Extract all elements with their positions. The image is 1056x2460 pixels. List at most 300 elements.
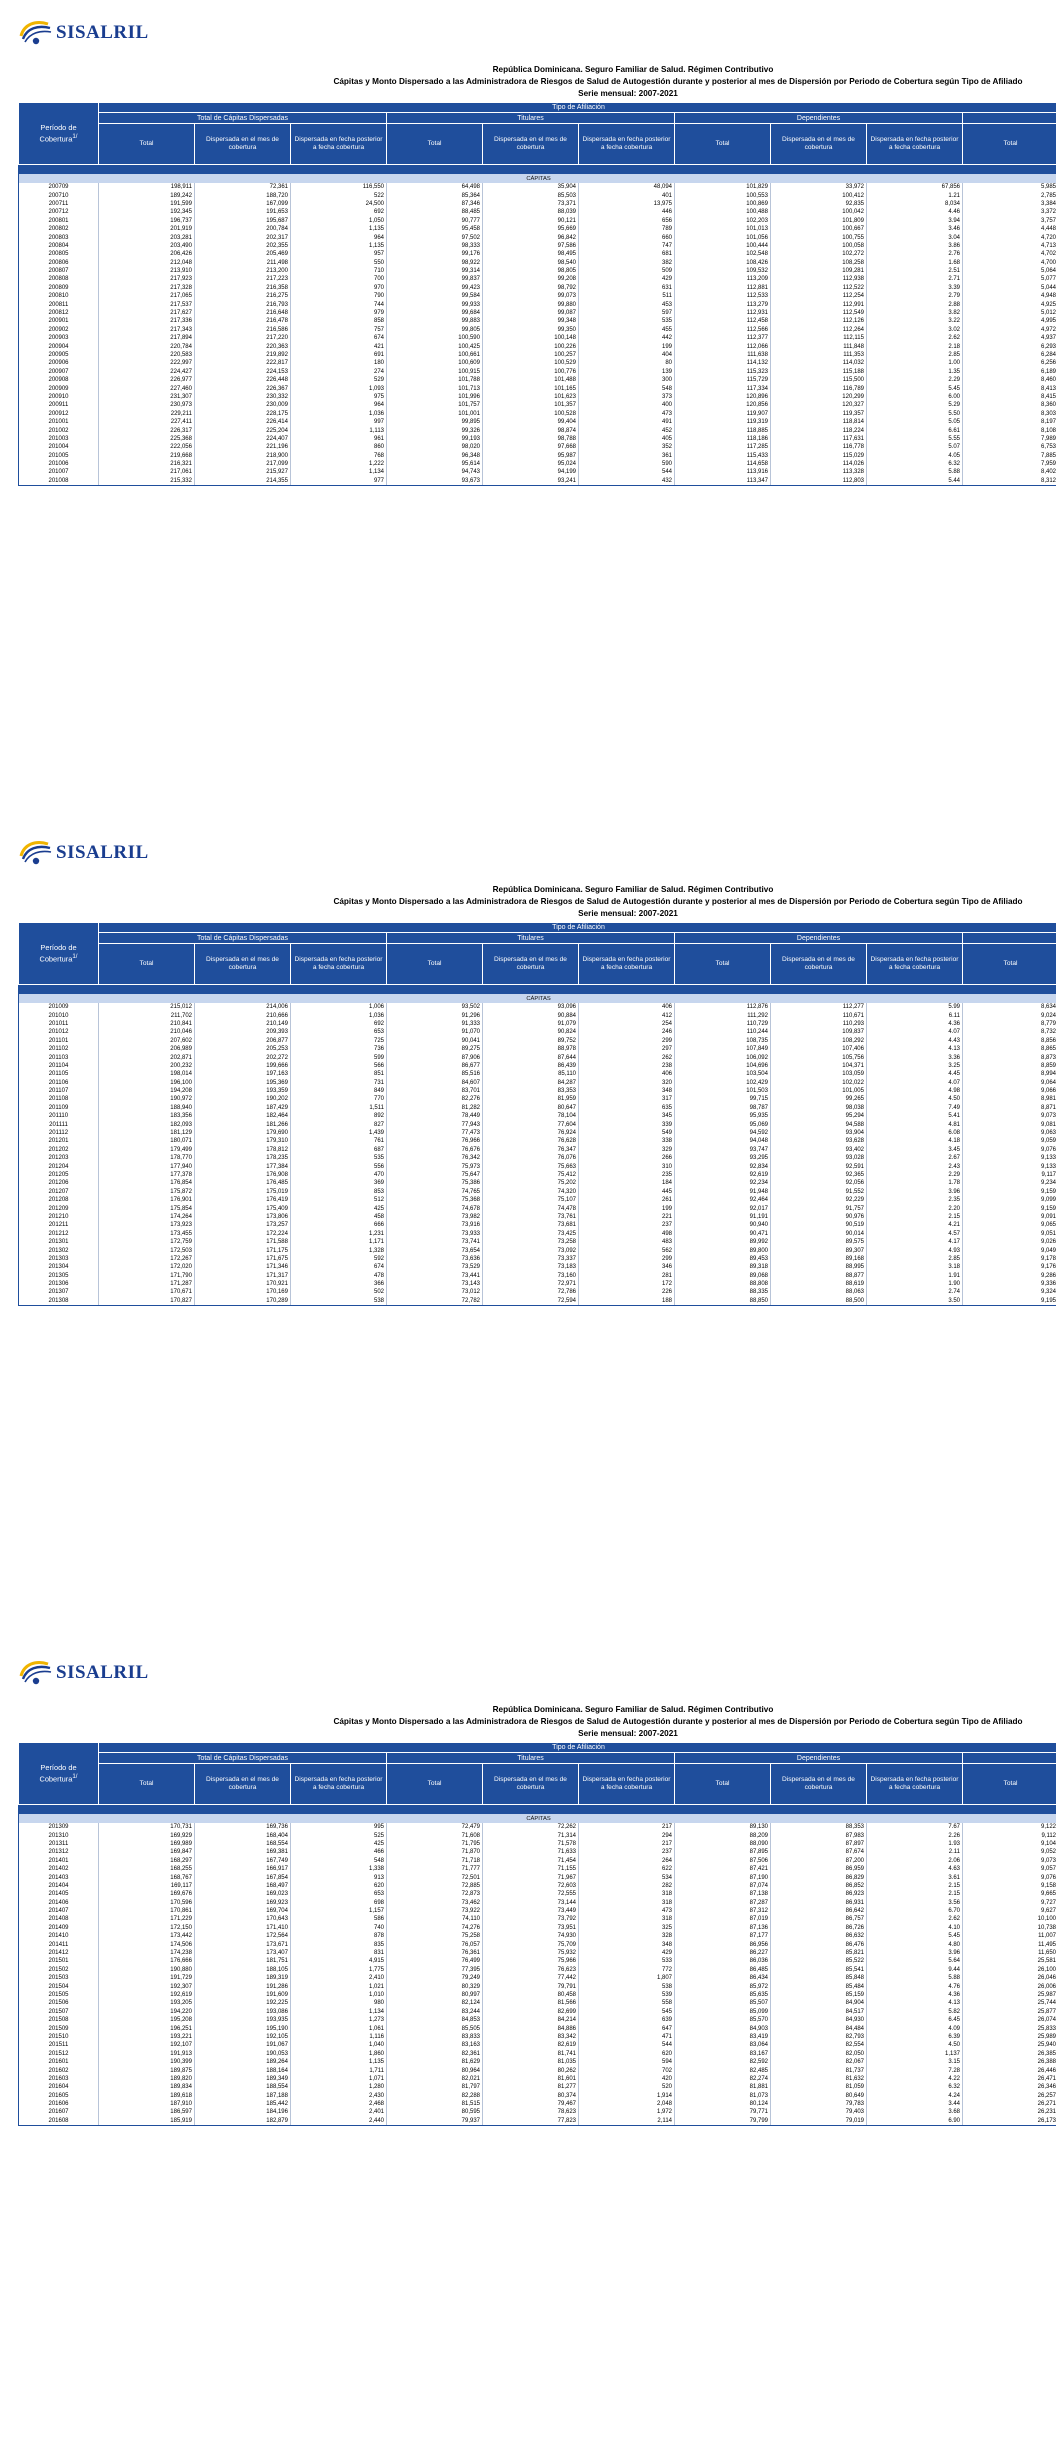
value-cell: 87,138 xyxy=(675,1890,771,1898)
value-cell: 100,667 xyxy=(771,225,867,233)
value-cell: 86,677 xyxy=(387,1062,483,1070)
value-cell: 189,820 xyxy=(99,2075,195,2083)
value-cell: 184 xyxy=(579,1179,675,1187)
value-cell: 85,635 xyxy=(675,1991,771,1999)
value-cell: 1,135 xyxy=(291,2058,387,2066)
value-cell: 224,427 xyxy=(99,368,195,376)
value-cell: 171,588 xyxy=(195,1238,291,1246)
value-cell: 2,430 xyxy=(291,2092,387,2100)
table-row xyxy=(19,233,1056,241)
value-cell: 120,327 xyxy=(771,401,867,409)
value-cell: 100,528 xyxy=(483,410,579,418)
value-cell: 80,262 xyxy=(483,2066,579,2074)
period-cell: 201302 xyxy=(19,1246,99,1254)
table-row xyxy=(19,1899,1056,1907)
column-header: Dispersada en el mes de cobertura xyxy=(195,124,291,165)
value-cell: 172,759 xyxy=(99,1238,195,1246)
value-cell: 913 xyxy=(291,1873,387,1881)
value-cell: 8,981 xyxy=(963,1095,1056,1103)
value-cell: 115,433 xyxy=(675,452,771,460)
value-cell: 92,835 xyxy=(771,200,867,208)
value-cell: 1,338 xyxy=(291,1865,387,1873)
table-row xyxy=(19,225,1056,233)
value-cell: 534 xyxy=(579,1873,675,1881)
value-cell: 8,460 xyxy=(963,376,1056,384)
value-cell: 4.43 xyxy=(867,1037,963,1045)
value-cell: 1.93 xyxy=(867,1840,963,1848)
value-cell: 82,485 xyxy=(675,2066,771,2074)
value-cell: 3.68 xyxy=(867,2108,963,2116)
table-row xyxy=(19,1924,1056,1932)
column-header: Total xyxy=(99,124,195,165)
value-cell: 80,595 xyxy=(387,2108,483,2116)
value-cell: 544 xyxy=(579,2041,675,2049)
header-group-dependientes: Dependientes xyxy=(675,1753,963,1764)
value-cell: 168,255 xyxy=(99,1865,195,1873)
value-cell: 189,875 xyxy=(99,2066,195,2074)
table-row xyxy=(19,2050,1056,2058)
value-cell: 76,623 xyxy=(483,1966,579,1974)
value-cell: 548 xyxy=(291,1857,387,1865)
value-cell: 87,644 xyxy=(483,1053,579,1061)
value-cell: 216,648 xyxy=(195,309,291,317)
value-cell: 86,726 xyxy=(771,1924,867,1932)
value-cell: 171,317 xyxy=(195,1272,291,1280)
value-cell: 26,271 xyxy=(963,2100,1056,2108)
value-cell: 835 xyxy=(291,1940,387,1948)
value-cell: 1,222 xyxy=(291,460,387,468)
value-cell: 78,104 xyxy=(483,1112,579,1120)
value-cell: 4.36 xyxy=(867,1020,963,1028)
value-cell: 170,169 xyxy=(195,1288,291,1296)
value-cell: 100,755 xyxy=(771,233,867,241)
value-cell: 214,355 xyxy=(195,477,291,486)
value-cell: 92,056 xyxy=(771,1179,867,1187)
value-cell: 221,196 xyxy=(195,443,291,451)
value-cell: 95,024 xyxy=(483,460,579,468)
period-cell: 201601 xyxy=(19,2058,99,2066)
value-cell: 118,814 xyxy=(771,418,867,426)
value-cell: 115,323 xyxy=(675,368,771,376)
column-header: Dispersada en el mes de cobertura xyxy=(195,944,291,985)
value-cell: 2.18 xyxy=(867,342,963,350)
value-cell: 216,793 xyxy=(195,300,291,308)
value-cell: 9,063 xyxy=(963,1129,1056,1137)
table-row xyxy=(19,435,1056,443)
value-cell: 188,164 xyxy=(195,2066,291,2074)
value-cell: 217 xyxy=(579,1840,675,1848)
value-cell: 85,110 xyxy=(483,1070,579,1078)
period-cell: 201209 xyxy=(19,1204,99,1212)
value-cell: 747 xyxy=(579,242,675,250)
period-cell: 201509 xyxy=(19,2024,99,2032)
value-cell: 80,124 xyxy=(675,2100,771,2108)
table-row xyxy=(19,1137,1056,1145)
value-cell: 25,940 xyxy=(963,2041,1056,2049)
value-cell: 4.17 xyxy=(867,1238,963,1246)
value-cell: 209,393 xyxy=(195,1028,291,1036)
value-cell: 99,883 xyxy=(387,317,483,325)
value-cell: 81,282 xyxy=(387,1104,483,1112)
value-cell: 10,738 xyxy=(963,1924,1056,1932)
value-cell: 84,930 xyxy=(771,2016,867,2024)
value-cell: 238 xyxy=(579,1062,675,1070)
value-cell: 7,885 xyxy=(963,452,1056,460)
value-cell: 101,001 xyxy=(387,410,483,418)
value-cell: 4.93 xyxy=(867,1246,963,1254)
value-cell: 173,257 xyxy=(195,1221,291,1229)
table-row xyxy=(19,1263,1056,1271)
value-cell: 169,736 xyxy=(195,1823,291,1831)
value-cell: 119,357 xyxy=(771,410,867,418)
value-cell: 366 xyxy=(291,1280,387,1288)
value-cell: 529 xyxy=(291,376,387,384)
value-cell: 740 xyxy=(291,1924,387,1932)
value-cell: 80,329 xyxy=(387,1982,483,1990)
value-cell: 5.88 xyxy=(867,1974,963,1982)
value-cell: 11,650 xyxy=(963,1949,1056,1957)
value-cell: 92,464 xyxy=(675,1196,771,1204)
value-cell: 73,258 xyxy=(483,1238,579,1246)
value-cell: 653 xyxy=(291,1890,387,1898)
table-row xyxy=(19,1297,1056,1306)
table-row xyxy=(19,2075,1056,2083)
value-cell: 82,021 xyxy=(387,2075,483,2083)
value-cell: 230,009 xyxy=(195,401,291,409)
table-row xyxy=(19,191,1056,199)
value-cell: 9,286 xyxy=(963,1272,1056,1280)
value-cell: 2,440 xyxy=(291,2117,387,2126)
value-cell: 172,267 xyxy=(99,1255,195,1263)
value-cell: 3.96 xyxy=(867,1949,963,1957)
value-cell: 173,923 xyxy=(99,1221,195,1229)
value-cell: 72,782 xyxy=(387,1297,483,1306)
table-row xyxy=(19,1204,1056,1212)
value-cell: 373 xyxy=(579,393,675,401)
value-cell: 72,479 xyxy=(387,1823,483,1831)
value-cell: 89,130 xyxy=(675,1823,771,1831)
value-cell: 87,983 xyxy=(771,1831,867,1839)
value-cell: 535 xyxy=(579,317,675,325)
value-cell: 112,881 xyxy=(675,284,771,292)
value-cell: 210,149 xyxy=(195,1020,291,1028)
period-cell: 201005 xyxy=(19,452,99,460)
table-header xyxy=(19,923,1056,985)
value-cell: 99,837 xyxy=(387,275,483,283)
value-cell: 4,702 xyxy=(963,250,1056,258)
value-cell: 99,805 xyxy=(387,326,483,334)
table-row xyxy=(19,418,1056,426)
value-cell: 90,014 xyxy=(771,1230,867,1238)
value-cell: 112,522 xyxy=(771,284,867,292)
value-cell: 116,778 xyxy=(771,443,867,451)
value-cell: 348 xyxy=(579,1087,675,1095)
value-cell: 35,904 xyxy=(483,183,579,191)
value-cell: 174,506 xyxy=(99,1940,195,1948)
logo-wordmark: SISALRIL xyxy=(56,22,149,44)
value-cell: 98,788 xyxy=(483,435,579,443)
value-cell: 203,490 xyxy=(99,242,195,250)
value-cell: 539 xyxy=(579,1991,675,1999)
value-cell: 171,675 xyxy=(195,1255,291,1263)
value-cell: 93,673 xyxy=(387,477,483,486)
value-cell: 101,488 xyxy=(483,376,579,384)
value-cell: 190,202 xyxy=(195,1095,291,1103)
value-cell: 33,972 xyxy=(771,183,867,191)
value-cell: 964 xyxy=(291,401,387,409)
value-cell: 1,860 xyxy=(291,2050,387,2058)
value-cell: 2.11 xyxy=(867,1848,963,1856)
value-cell: 8,994 xyxy=(963,1070,1056,1078)
logo-wordmark: SISALRIL xyxy=(56,1662,149,1684)
value-cell: 511 xyxy=(579,292,675,300)
value-cell: 425 xyxy=(291,1840,387,1848)
period-cell: 201107 xyxy=(19,1087,99,1095)
value-cell: 88,619 xyxy=(771,1280,867,1288)
table-row xyxy=(19,1991,1056,1999)
value-cell: 10,100 xyxy=(963,1915,1056,1923)
value-cell: 214,006 xyxy=(195,1003,291,1011)
table-row xyxy=(19,1974,1056,1982)
period-cell: 201112 xyxy=(19,1129,99,1137)
value-cell: 9,234 xyxy=(963,1179,1056,1187)
period-cell: 201304 xyxy=(19,1263,99,1271)
value-cell: 215,012 xyxy=(99,1003,195,1011)
report-titles xyxy=(0,64,1056,100)
value-cell: 9,073 xyxy=(963,1857,1056,1865)
value-cell: 84,904 xyxy=(771,1999,867,2007)
value-cell: 5.99 xyxy=(867,1003,963,1011)
value-cell: 71,967 xyxy=(483,1873,579,1881)
value-cell: 216,358 xyxy=(195,284,291,292)
value-cell: 4.22 xyxy=(867,2075,963,2083)
value-cell: 2.74 xyxy=(867,1288,963,1296)
value-cell: 99,584 xyxy=(387,292,483,300)
value-cell: 1.78 xyxy=(867,1179,963,1187)
table-row xyxy=(19,1171,1056,1179)
value-cell: 116,550 xyxy=(291,183,387,191)
value-cell: 4,448 xyxy=(963,225,1056,233)
period-cell: 201106 xyxy=(19,1079,99,1087)
value-cell: 9,159 xyxy=(963,1204,1056,1212)
value-cell: 189,264 xyxy=(195,2058,291,2066)
value-cell: 5,012 xyxy=(963,309,1056,317)
value-cell: 3.61 xyxy=(867,1873,963,1881)
value-cell: 660 xyxy=(579,233,675,241)
value-cell: 171,229 xyxy=(99,1915,195,1923)
column-header: Total xyxy=(387,124,483,165)
value-cell: 1,439 xyxy=(291,1129,387,1137)
value-cell: 205,469 xyxy=(195,250,291,258)
value-cell: 101,996 xyxy=(387,393,483,401)
value-cell: 73,449 xyxy=(483,1907,579,1915)
value-cell: 99,348 xyxy=(483,317,579,325)
value-cell: 5.45 xyxy=(867,384,963,392)
value-cell: 180 xyxy=(291,359,387,367)
period-cell: 201110 xyxy=(19,1112,99,1120)
value-cell: 9,122 xyxy=(963,1823,1056,1831)
value-cell: 100,529 xyxy=(483,359,579,367)
value-cell: 9,081 xyxy=(963,1120,1056,1128)
value-cell: 90,976 xyxy=(771,1213,867,1221)
value-cell: 458 xyxy=(291,1213,387,1221)
report-title: República Dominicana. Seguro Familiar de Salud. Régimen Contributivo xyxy=(210,884,1056,896)
value-cell: 95,935 xyxy=(675,1112,771,1120)
value-cell: 1,711 xyxy=(291,2066,387,2074)
value-cell: 89,307 xyxy=(771,1246,867,1254)
value-cell: 831 xyxy=(291,1949,387,1957)
value-cell: 86,757 xyxy=(771,1915,867,1923)
value-cell: 1,171 xyxy=(291,1238,387,1246)
value-cell: 119,907 xyxy=(675,410,771,418)
value-cell: 191,286 xyxy=(195,1982,291,1990)
value-cell: 4.36 xyxy=(867,1991,963,1999)
value-cell: 88,335 xyxy=(675,1288,771,1296)
header-group-blank xyxy=(963,113,1056,124)
value-cell: 80,647 xyxy=(483,1104,579,1112)
value-cell: 274 xyxy=(291,368,387,376)
table-body xyxy=(19,183,1056,486)
table-row xyxy=(19,1104,1056,1112)
value-cell: 84,287 xyxy=(483,1079,579,1087)
footnote-ref: 1/ xyxy=(72,1773,77,1780)
table-row xyxy=(19,242,1056,250)
value-cell: 772 xyxy=(579,1966,675,1974)
value-cell: 2,785 xyxy=(963,191,1056,199)
period-cell: 201211 xyxy=(19,1221,99,1229)
value-cell: 227,460 xyxy=(99,384,195,392)
value-cell: 5,077 xyxy=(963,275,1056,283)
value-cell: 100,412 xyxy=(771,191,867,199)
value-cell: 87,200 xyxy=(771,1857,867,1865)
value-cell: 635 xyxy=(579,1104,675,1112)
value-cell: 191,609 xyxy=(195,1991,291,1999)
value-cell: 186,597 xyxy=(99,2108,195,2116)
value-cell: 2,468 xyxy=(291,2100,387,2108)
value-cell: 97,586 xyxy=(483,242,579,250)
value-cell: 6,753 xyxy=(963,443,1056,451)
value-cell: 1,036 xyxy=(291,1011,387,1019)
value-cell: 4.24 xyxy=(867,2092,963,2100)
value-cell: 74,110 xyxy=(387,1915,483,1923)
value-cell: 590 xyxy=(579,460,675,468)
value-cell: 9,064 xyxy=(963,1079,1056,1087)
period-cell: 201301 xyxy=(19,1238,99,1246)
value-cell: 26,346 xyxy=(963,2083,1056,2091)
value-cell: 191,067 xyxy=(195,2041,291,2049)
table-row xyxy=(19,275,1056,283)
value-cell: 202,355 xyxy=(195,242,291,250)
value-cell: 86,036 xyxy=(675,1957,771,1965)
value-cell: 98,922 xyxy=(387,259,483,267)
value-cell: 64,498 xyxy=(387,183,483,191)
value-cell: 192,107 xyxy=(99,2041,195,2049)
value-cell: 190,053 xyxy=(195,2050,291,2058)
value-cell: 666 xyxy=(291,1221,387,1229)
value-cell: 85,159 xyxy=(771,1991,867,1999)
period-cell: 200902 xyxy=(19,326,99,334)
value-cell: 702 xyxy=(579,2066,675,2074)
value-cell: 99,326 xyxy=(387,426,483,434)
value-cell: 111,848 xyxy=(771,342,867,350)
table-row xyxy=(19,1907,1056,1915)
value-cell: 8,871 xyxy=(963,1104,1056,1112)
value-cell: 168,404 xyxy=(195,1831,291,1839)
value-cell: 1,134 xyxy=(291,468,387,476)
value-cell: 85,099 xyxy=(675,2008,771,2016)
value-cell: 84,853 xyxy=(387,2016,483,2024)
period-cell: 201511 xyxy=(19,2041,99,2049)
value-cell: 26,257 xyxy=(963,2092,1056,2100)
value-cell: 3.39 xyxy=(867,284,963,292)
value-cell: 171,175 xyxy=(195,1246,291,1254)
table-row xyxy=(19,351,1056,359)
period-cell: 201405 xyxy=(19,1890,99,1898)
value-cell: 71,870 xyxy=(387,1848,483,1856)
period-cell: 201104 xyxy=(19,1062,99,1070)
value-cell: 217,099 xyxy=(195,460,291,468)
value-cell: 4.98 xyxy=(867,1087,963,1095)
value-cell: 1.90 xyxy=(867,1280,963,1288)
value-cell: 89,275 xyxy=(387,1045,483,1053)
column-header: Total xyxy=(675,124,771,165)
value-cell: 110,293 xyxy=(771,1020,867,1028)
table-row xyxy=(19,426,1056,434)
value-cell: 82,793 xyxy=(771,2033,867,2041)
value-cell: 85,848 xyxy=(771,1974,867,1982)
value-cell: 502 xyxy=(291,1288,387,1296)
value-cell: 99,314 xyxy=(387,267,483,275)
value-cell: 4.10 xyxy=(867,1924,963,1932)
value-cell: 107,406 xyxy=(771,1045,867,1053)
value-cell: 6.32 xyxy=(867,460,963,468)
sisalril-logo xyxy=(18,16,149,50)
value-cell: 170,596 xyxy=(99,1899,195,1907)
value-cell: 9,059 xyxy=(963,1137,1056,1145)
value-cell: 1,134 xyxy=(291,2008,387,2016)
value-cell: 72,361 xyxy=(195,183,291,191)
value-cell: 226,448 xyxy=(195,376,291,384)
value-cell: 113,279 xyxy=(675,300,771,308)
value-cell: 88,995 xyxy=(771,1263,867,1271)
value-cell: 261 xyxy=(579,1196,675,1204)
table-body xyxy=(19,1823,1056,2126)
value-cell: 169,989 xyxy=(99,1840,195,1848)
value-cell: 196,100 xyxy=(99,1079,195,1087)
period-cell: 201512 xyxy=(19,2050,99,2058)
value-cell: 99,404 xyxy=(483,418,579,426)
value-cell: 185,442 xyxy=(195,2100,291,2108)
value-cell: 173,407 xyxy=(195,1949,291,1957)
value-cell: 87,906 xyxy=(387,1053,483,1061)
value-cell: 1,807 xyxy=(579,1974,675,1982)
value-cell: 87,136 xyxy=(675,1924,771,1932)
value-cell: 72,971 xyxy=(483,1280,579,1288)
value-cell: 48,094 xyxy=(579,183,675,191)
value-cell: 81,035 xyxy=(483,2058,579,2066)
value-cell: 81,566 xyxy=(483,1999,579,2007)
value-cell: 97,502 xyxy=(387,233,483,241)
value-cell: 1,135 xyxy=(291,242,387,250)
value-cell: 108,426 xyxy=(675,259,771,267)
value-cell: 73,681 xyxy=(483,1221,579,1229)
value-cell: 220,363 xyxy=(195,342,291,350)
period-cell: 201409 xyxy=(19,1924,99,1932)
value-cell: 406 xyxy=(579,1070,675,1078)
value-cell: 230,332 xyxy=(195,393,291,401)
header-period: Período de Cobertura$^{1/}$ xyxy=(19,103,99,165)
value-cell: 91,333 xyxy=(387,1020,483,1028)
